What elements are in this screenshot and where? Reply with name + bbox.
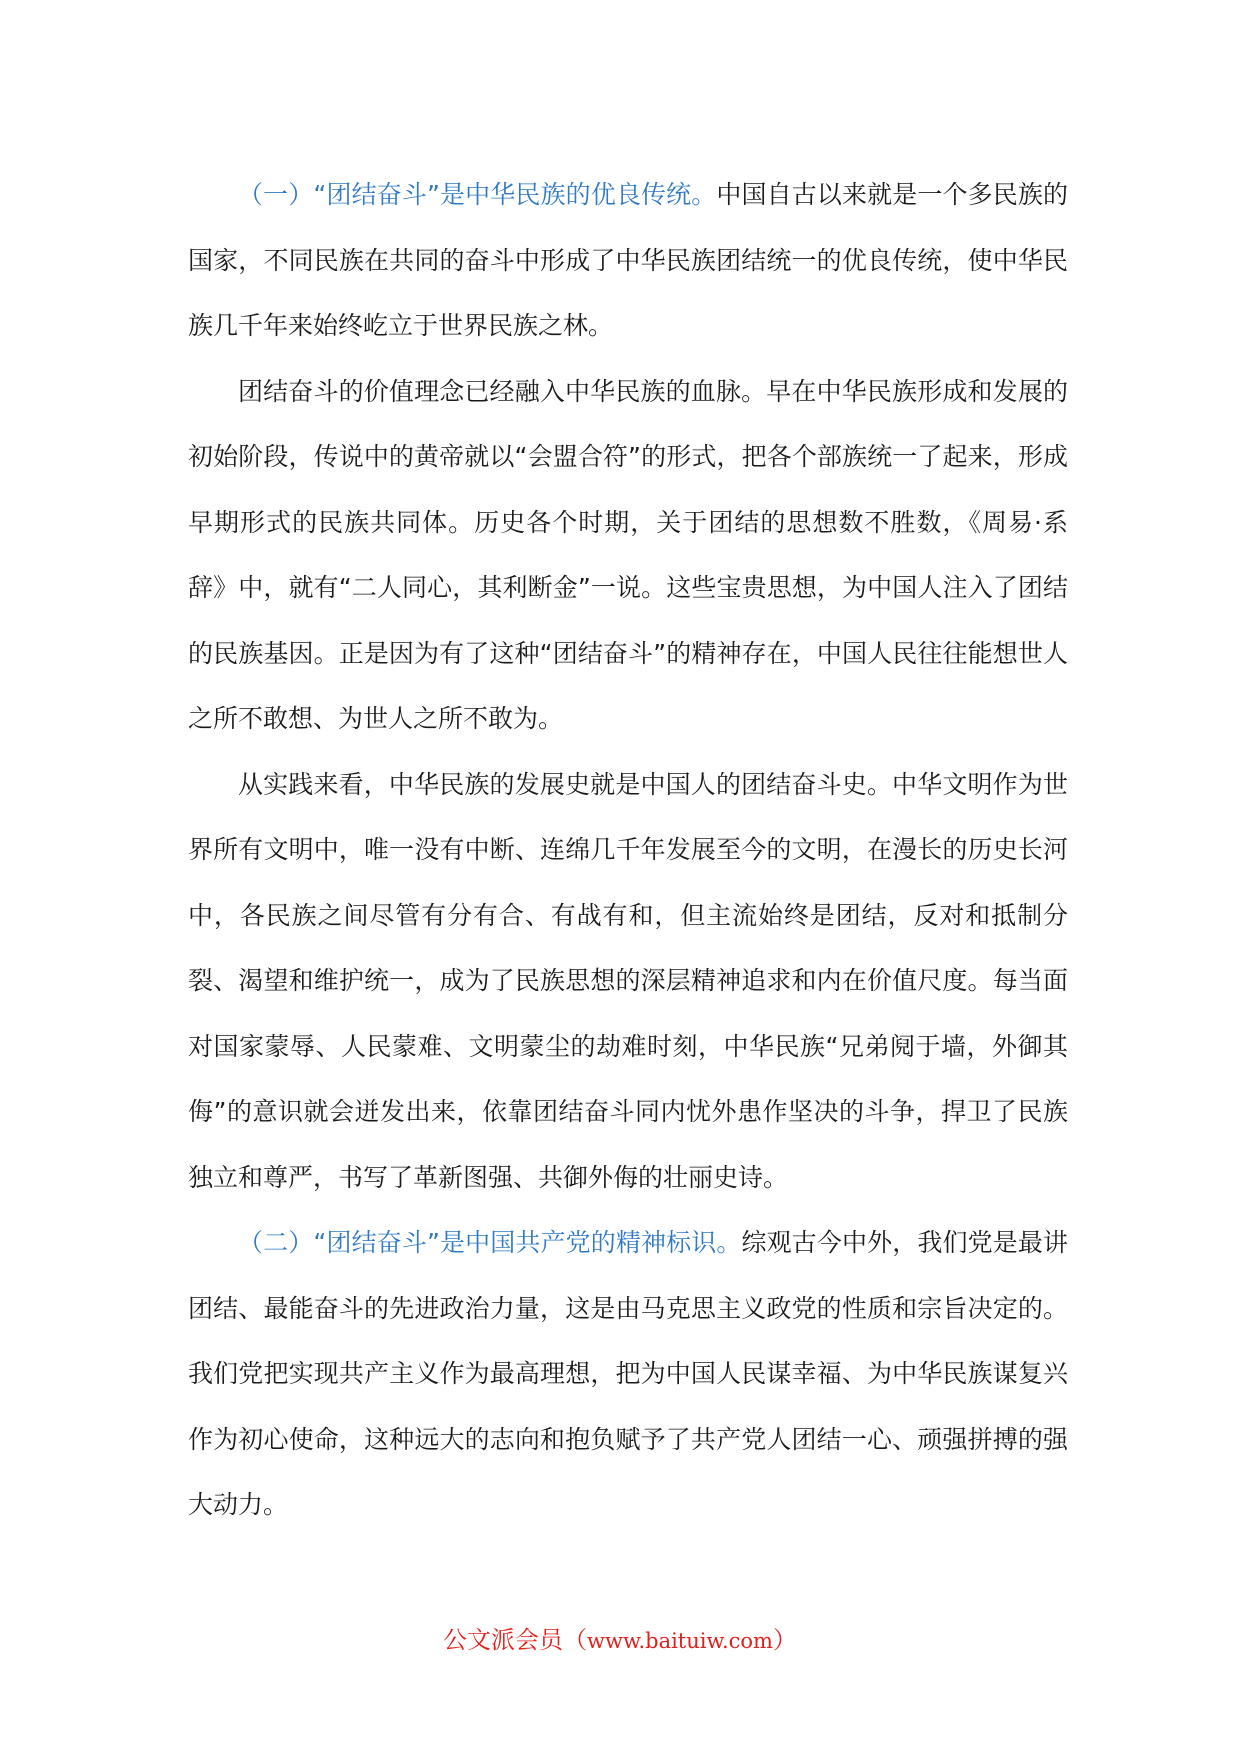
section-heading-2: （二）“团结奋斗”是中国共产党的精神标识。 <box>238 1228 742 1257</box>
footer-paren-open: （ <box>563 1626 588 1654</box>
footer-brand: 公文派会员 <box>443 1626 564 1654</box>
footer-url-link[interactable]: www.baituiw.com <box>587 1629 773 1653</box>
paragraph-text: 综观古今中外，我们党是最讲团结、最能奋斗的先进政治力量，这是由马克思主义政党的性质和宗旨决定的。我们党把实现共产主义作为最高理想，把为中国人民谋幸福、为中华民族谋复兴作为初心使命，这种远大的志向和抱负赋予了共产党人团结一心、顽强拼搏的强大动力。 <box>188 1228 1068 1519</box>
paragraph-section-1-heading <box>188 162 1068 359</box>
section-heading-1: （一）“团结奋斗”是中华民族的优良传统。 <box>238 180 717 209</box>
document-body <box>188 162 1068 1538</box>
footer-watermark <box>0 1623 1240 1658</box>
paragraph-practice <box>188 752 1068 1211</box>
paragraph-text: 从实践来看，中华民族的发展史就是中国人的团结奋斗史。中华文明作为世界所有文明中，唯一没有中断、连绵几千年发展至今的文明，在漫长的历史长河中，各民族之间尽管有分有合、有战有和，但主流始终是团结，反对和抵制分裂、渴望和维护统一，成为了民族思想的深层精神追求和内在价值尺度。每当面对国家蒙辱、人民蒙难、文明蒙尘的劫难时刻，中华民族“兄弟阋于墙，外御其侮”的意识就会迸发出来，依靠团结奋斗同内忧外患作坚决的斗争，捍卫了民族独立和尊严，书写了革新图强、共御外侮的壮丽史诗。 <box>188 769 1068 1192</box>
footer-paren-close: ） <box>772 1626 797 1654</box>
paragraph-text: 中国自古以来就是一个多民族的国家，不同民族在共同的奋斗中形成了中华民族团结统一的优良传统，使中华民族几千年来始终屹立于世界民族之林。 <box>188 180 1068 340</box>
paragraph-values <box>188 359 1068 752</box>
paragraph-section-2-heading <box>188 1210 1068 1538</box>
paragraph-text: 团结奋斗的价值理念已经融入中华民族的血脉。早在中华民族形成和发展的初始阶段，传说中的黄帝就以“会盟合符”的形式，把各个部族统一了起来，形成早期形式的民族共同体。历史各个时期，关于团结的思想数不胜数，《周易·系辞》中，就有“二人同心，其利断金”一说。这些宝贵思想，为中国人注入了团结的民族基因。正是因为有了这种“团结奋斗”的精神存在，中国人民往往能想世人之所不敢想、为世人之所不敢为。 <box>188 376 1068 733</box>
